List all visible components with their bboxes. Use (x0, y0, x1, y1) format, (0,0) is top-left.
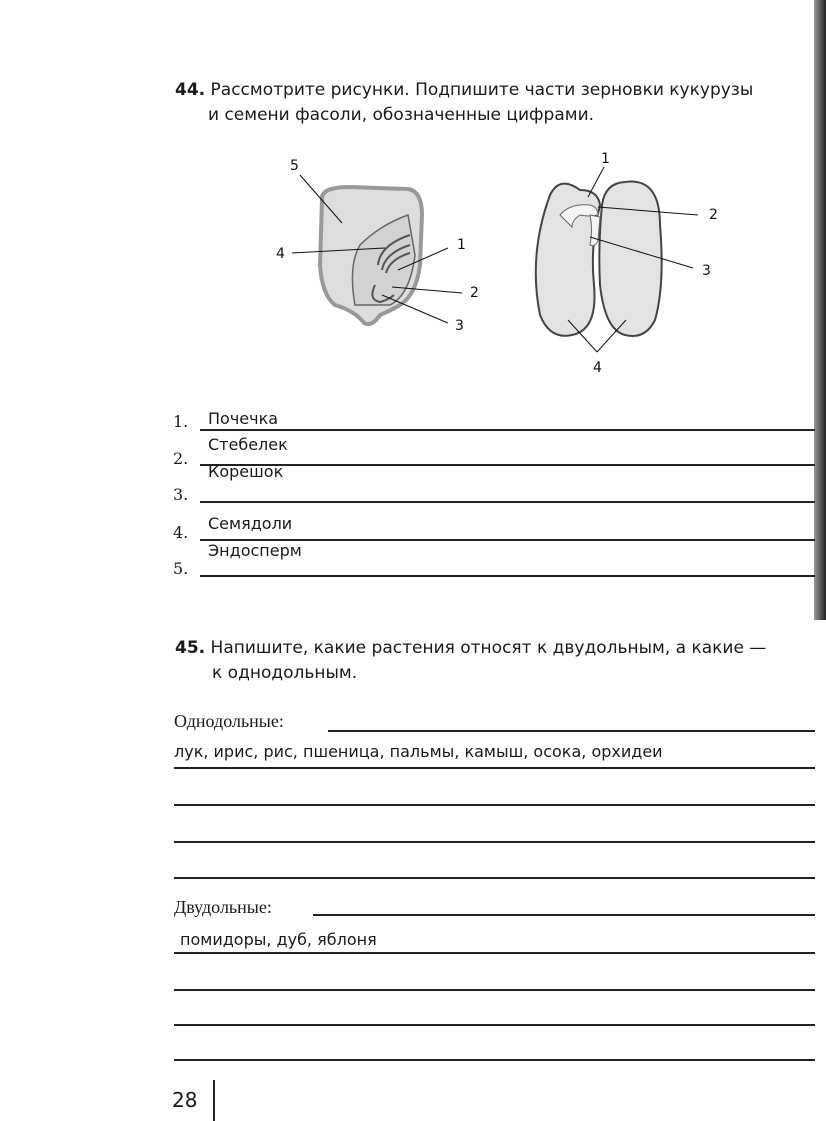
task-44-line1 (175, 78, 753, 102)
dicot-answer[interactable]: помидоры, дуб, яблоня (180, 930, 377, 949)
bean-label-4: 4 (593, 360, 602, 376)
bean-label-2: 2 (709, 207, 718, 223)
corn-kernel-diagram (276, 158, 479, 334)
corn-label-5: 5 (290, 158, 299, 174)
task-text: Напишите, какие растения относят к двудольным, а какие — (210, 638, 767, 658)
page-number-divider (213, 1080, 215, 1121)
task-44-line2: и семени фасоли, обозначенные цифрами. (208, 105, 595, 125)
answer-line (200, 429, 815, 431)
answer-line (174, 767, 815, 769)
task-45-line1 (175, 636, 766, 660)
answer-number-5: 5. (173, 559, 189, 578)
corn-label-4: 4 (276, 246, 285, 262)
page-number: 28 (172, 1088, 198, 1112)
bean-label-1: 1 (601, 151, 610, 167)
answer-number-2: 2. (173, 449, 189, 468)
answer-line (174, 989, 815, 991)
monocot-answer[interactable]: лук, ирис, рис, пшеница, пальмы, камыш, осока, орхидеи (174, 742, 663, 761)
answer-line (313, 914, 815, 916)
answer-line (328, 730, 815, 732)
answer-5[interactable]: Эндосперм (208, 541, 302, 560)
answer-3[interactable]: Корешок (208, 462, 284, 481)
corn-label-1: 1 (457, 237, 466, 253)
answer-line (174, 841, 815, 843)
bean-label-3: 3 (702, 263, 711, 279)
bean-seed-diagram (536, 151, 718, 376)
scan-edge (814, 0, 826, 620)
answer-line (174, 1024, 815, 1026)
answer-line (200, 501, 815, 503)
seed-diagrams (260, 145, 740, 380)
answer-number-3: 3. (173, 485, 189, 504)
answer-line (174, 804, 815, 806)
answer-line (174, 877, 815, 879)
task-text: Рассмотрите рисунки. Подпишите части зерновки кукурузы (210, 80, 754, 100)
answer-line (174, 1059, 815, 1061)
answer-4[interactable]: Семядоли (208, 514, 293, 533)
answer-2[interactable]: Стебелек (208, 435, 288, 454)
dicot-label: Двудольные: (174, 897, 272, 917)
answer-1[interactable]: Почечка (208, 409, 279, 428)
task-number: 45. (175, 638, 206, 658)
answer-line (200, 575, 815, 577)
task-45-line2: к однодольным. (212, 663, 358, 683)
corn-label-2: 2 (470, 285, 479, 301)
answer-line (200, 464, 815, 466)
monocot-label: Однодольные: (174, 711, 284, 731)
task-number: 44. (175, 80, 206, 100)
answer-line (174, 952, 815, 954)
answer-number-4: 4. (173, 523, 189, 542)
corn-label-3: 3 (455, 318, 464, 334)
answer-number-1: 1. (173, 412, 189, 431)
